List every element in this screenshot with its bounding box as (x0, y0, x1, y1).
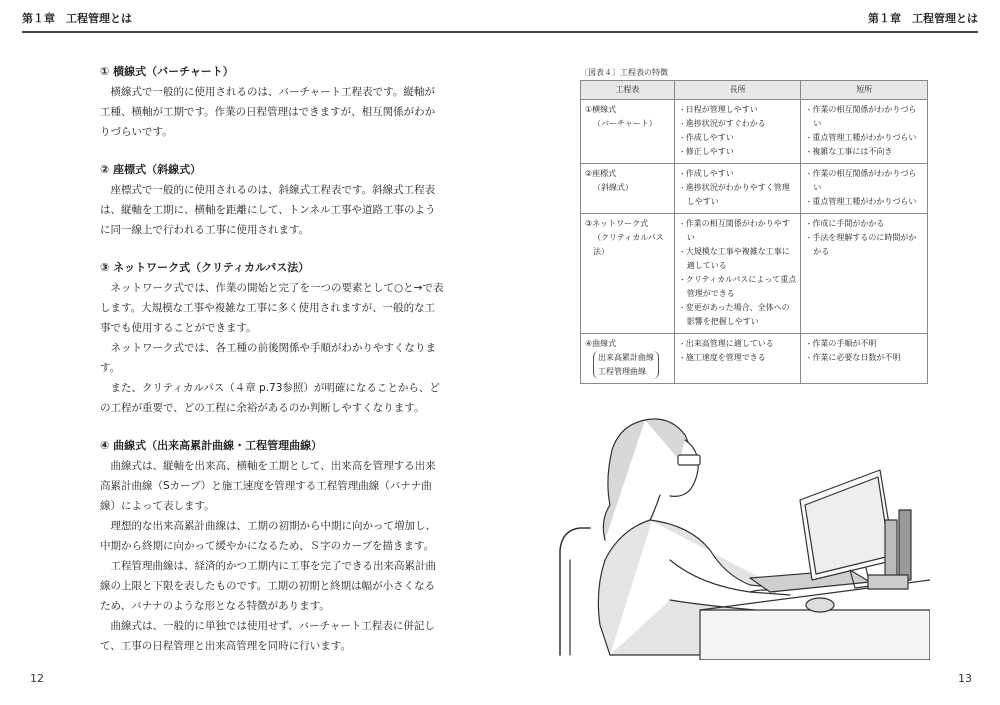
cons-cell (801, 100, 928, 164)
list-item: ・ 日程が管理しやすい (679, 103, 797, 117)
cons-cell (801, 214, 928, 334)
type-cell (581, 100, 675, 164)
list-item: ・ 作成しやすい (679, 167, 797, 181)
type-cell (581, 214, 675, 334)
section-curve (100, 436, 445, 656)
type-name: ②座標式 (585, 169, 617, 178)
list-item: ・ 修正しやすい (679, 145, 797, 159)
type-subtitle (585, 351, 670, 379)
list-item: ・ 作成に手間がかかる (805, 217, 923, 231)
list-item: ・ 重点管理工種がわかりづらい (805, 131, 923, 145)
page-number: 13 (958, 672, 972, 685)
type-name: ③ネットワーク式 (585, 219, 649, 228)
type-name: ④曲線式 (585, 339, 617, 348)
section-heading: ① 横線式（バーチャート） (100, 65, 234, 78)
paragraph: 曲線式は、一般的に単独では使用せず、バーチャート工程表に併記して、工事の日程管理と出来高管理を同時に行います。 (100, 620, 435, 652)
table-row (581, 334, 928, 384)
pros-cell (674, 334, 801, 384)
table-row (581, 100, 928, 164)
list-item: ・ 進捗状況がすぐわかる (679, 117, 797, 131)
running-head: 第１章 工程管理とは (868, 12, 978, 25)
subtitle-line: 工程管理曲線 (598, 367, 646, 376)
list-item: ・ 進捗状況がわかりやすく管理しやすい (679, 181, 797, 209)
paragraph: ネットワーク式では、各工種の前後関係や手順がわかりやすくなります。 (100, 342, 436, 374)
section-coordinate (100, 160, 445, 240)
pros-cell (674, 164, 801, 214)
cons-cell (801, 334, 928, 384)
section-heading: ③ ネットワーク式（クリティカルパス法） (100, 261, 310, 274)
type-subtitle: （斜線式） (593, 183, 633, 192)
paragraph: 曲線式は、縦軸を出来高、横軸を工期として、出来高を管理する出来高累計曲線（Sカーブ）と施工速度を管理する工程管理曲線（バナナ曲線）によって表します。 (100, 460, 436, 512)
section-bar-chart (100, 62, 445, 142)
list-item: ・ 作業の相互関係がわかりやすい (679, 217, 797, 245)
cons-cell (801, 164, 928, 214)
list-item: ・ 作業に必要な日数が不明 (805, 351, 923, 365)
section-network (100, 258, 445, 418)
paragraph: 座標式で一般的に使用されるのは、斜線式工程表です。斜線式工程表は、縦軸を工期に、横軸を距離にして、トンネル工事や道路工事のように同一線上で行われる工事に使用されます。 (100, 184, 436, 236)
schedule-features-table (580, 80, 928, 384)
subtitle-line: 出来高累計曲線 (598, 353, 654, 362)
type-subtitle: （バーチャート） (593, 119, 657, 128)
worker-at-computer-illustration (550, 410, 930, 660)
header-rule (500, 31, 978, 33)
list-item: ・ 作業の相互関係がわかりづらい (805, 103, 923, 131)
type-subtitle: （クリティカルパス法） (593, 233, 664, 256)
column-header: 長所 (674, 81, 801, 100)
section-heading: ② 座標式（斜線式） (100, 163, 202, 176)
pros-cell (674, 100, 801, 164)
paragraph: ネットワーク式では、作業の開始と完了を一つの要素として○と→で表します。大規模な工事や複雑な工事に多く使用されますが、一般的な工事でも使用することができます。 (100, 282, 444, 334)
figure-caption: 〔図表４〕工程表の特徴 (580, 68, 668, 77)
paragraph: 横線式で一般的に使用されるのは、バーチャート工程表です。縦軸が工種、横軸が工期です。作業の日程管理はできますが、相互関係がわかりづらいです。 (100, 86, 436, 138)
list-item: ・ 作業の手順が不明 (805, 337, 923, 351)
list-item: ・ 施工速度を管理できる (679, 351, 797, 365)
running-head: 第１章 工程管理とは (22, 12, 132, 25)
table-header-row (581, 81, 928, 100)
pros-cell (674, 214, 801, 334)
right-page (500, 0, 1000, 705)
list-item: ・ 複雑な工事には不向き (805, 145, 923, 159)
column-header: 短所 (801, 81, 928, 100)
list-item: ・ 作業の相互関係がわかりづらい (805, 167, 923, 195)
list-item: ・ 重点管理工種がわかりづらい (805, 195, 923, 209)
section-heading: ④ 曲線式（出来高累計曲線・工程管理曲線） (100, 439, 323, 452)
type-name: ①横線式 (585, 105, 617, 114)
list-item: ・ 大規模な工事や複雑な工事に適している (679, 245, 797, 273)
table-row (581, 164, 928, 214)
type-cell (581, 164, 675, 214)
list-item: ・ 変更があった場合、全体への影響を把握しやすい (679, 301, 797, 329)
type-cell (581, 334, 675, 384)
page-number: 12 (30, 672, 44, 685)
bracketed-subtitles (593, 351, 659, 379)
paragraph: また、クリティカルパス（４章 p.73参照）が明確になることから、どの工程が重要で、どの工程に余裕があるのか判断しやすくなります。 (100, 382, 440, 414)
list-item: ・ 出来高管理に適している (679, 337, 797, 351)
header-rule (22, 31, 500, 33)
table-row (581, 214, 928, 334)
column-header: 工程表 (581, 81, 675, 100)
list-item: ・ 手法を理解するのに時間がかかる (805, 231, 923, 259)
list-item: ・ クリティカルパスによって重点管理ができる (679, 273, 797, 301)
list-item: ・ 作成しやすい (679, 131, 797, 145)
body-text (100, 62, 445, 674)
paragraph: 理想的な出来高累計曲線は、工期の初期から中期に向かって増加し、中期から終期に向かって緩やかになるため、Ｓ字のカーブを描きます。 (100, 520, 436, 552)
paragraph: 工程管理曲線は、経済的かつ工期内に工事を完了できる出来高累計曲線の上限と下限を表したものです。工期の初期と終期は幅が小さくなるため、バナナのような形となる特徴があります。 (100, 560, 436, 612)
